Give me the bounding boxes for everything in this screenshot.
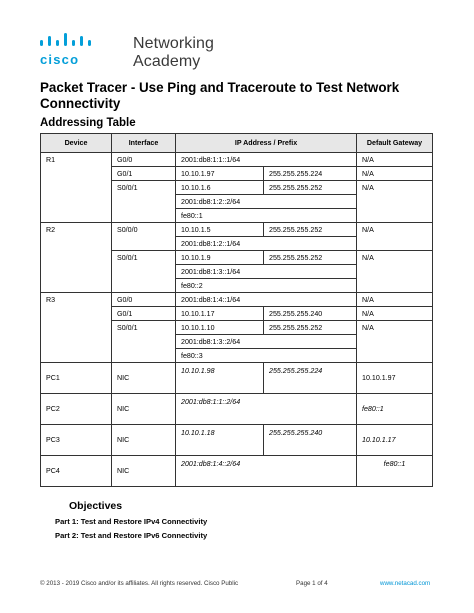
document-title: Packet Tracer - Use Ping and Traceroute to Test Network Connectivity xyxy=(40,80,400,111)
objectives-heading: Objectives xyxy=(69,500,123,512)
gateway-cell: 10.10.1.17 xyxy=(357,425,433,456)
ipv6-cell: 2001:db8:1:3::1/64 xyxy=(176,265,357,279)
table-row xyxy=(41,363,433,394)
device-cell: PC2 xyxy=(41,394,112,425)
objective-part-1: Part 1: Test and Restore IPv4 Connectivity xyxy=(55,517,208,526)
interface-cell: NIC xyxy=(112,425,176,456)
footer-copyright: © 2013 - 2019 Cisco and/or its affiliates. All rights reserved. Cisco Public xyxy=(40,580,239,587)
gateway-cell: N/A xyxy=(357,293,433,307)
ip-cell: 2001:db8:1:4::2/64 xyxy=(176,456,357,487)
table-row xyxy=(41,153,433,167)
cisco-bridge-logo-icon xyxy=(40,33,130,67)
ip-cell: 10.10.1.10 xyxy=(176,321,264,335)
ip-cell: 10.10.1.5 xyxy=(176,223,264,237)
device-cell: PC1 xyxy=(41,363,112,394)
ip-cell: 2001:db8:1:4::1/64 xyxy=(176,293,357,307)
header-device: Device xyxy=(41,134,112,153)
gateway-cell: N/A xyxy=(357,153,433,167)
ip-cell: 10.10.1.6 xyxy=(176,181,264,195)
cisco-wordmark: cisco xyxy=(40,52,80,67)
interface-cell: S0/0/0 xyxy=(112,223,176,251)
interface-cell: S0/0/1 xyxy=(112,321,176,363)
mask-cell: 255.255.255.252 xyxy=(264,251,357,265)
interface-cell: NIC xyxy=(112,363,176,394)
table-row xyxy=(41,425,433,456)
mask-cell: 255.255.255.252 xyxy=(264,181,357,195)
header-default-gateway: Default Gateway xyxy=(357,134,433,153)
brand-networking: Networking xyxy=(133,35,215,52)
gateway-cell: fe80::1 xyxy=(357,394,433,425)
table-header-row xyxy=(41,134,433,153)
mask-cell: 255.255.255.252 xyxy=(264,321,357,335)
interface-cell: G0/1 xyxy=(112,167,176,181)
gateway-cell: N/A xyxy=(357,167,433,181)
table-row xyxy=(41,456,433,487)
ip-cell: 10.10.1.9 xyxy=(176,251,264,265)
ipv6-cell: 2001:db8:1:2::2/64 xyxy=(176,195,357,209)
gateway-cell: fe80::1 xyxy=(357,456,433,487)
interface-cell: G0/1 xyxy=(112,307,176,321)
gateway-cell: N/A xyxy=(357,307,433,321)
cisco-networking-academy-logo xyxy=(40,33,215,73)
mask-cell: 255.255.255.224 xyxy=(264,363,357,394)
device-cell: R2 xyxy=(41,223,112,293)
mask-cell: 255.255.255.240 xyxy=(264,425,357,456)
link-local-cell: fe80::2 xyxy=(176,279,357,293)
interface-cell: NIC xyxy=(112,394,176,425)
header-ip-address: IP Address / Prefix xyxy=(176,134,357,153)
gateway-cell: 10.10.1.97 xyxy=(357,363,433,394)
ipv6-cell: 2001:db8:1:2::1/64 xyxy=(176,237,357,251)
table-row xyxy=(41,394,433,425)
gateway-cell: N/A xyxy=(357,321,433,363)
brand-academy: Academy xyxy=(133,53,201,70)
device-cell: PC4 xyxy=(41,456,112,487)
device-cell: R3 xyxy=(41,293,112,363)
ip-cell: 10.10.1.17 xyxy=(176,307,264,321)
interface-cell: NIC xyxy=(112,456,176,487)
ip-cell: 10.10.1.18 xyxy=(176,425,264,456)
link-local-cell: fe80::1 xyxy=(176,209,357,223)
mask-cell: 255.255.255.240 xyxy=(264,307,357,321)
gateway-cell: N/A xyxy=(357,181,433,223)
ip-cell: 2001:db8:1:1::1/64 xyxy=(176,153,357,167)
footer-url-link[interactable]: www.netacad.com xyxy=(380,580,431,587)
footer-page-number: Page 1 of 4 xyxy=(296,580,328,587)
interface-cell: S0/0/1 xyxy=(112,251,176,293)
ipv6-cell: 2001:db8:1:3::2/64 xyxy=(176,335,357,349)
ip-cell: 10.10.1.98 xyxy=(176,363,264,394)
objective-part-2: Part 2: Test and Restore IPv6 Connectivity xyxy=(55,531,208,540)
ip-cell: 10.10.1.97 xyxy=(176,167,264,181)
ip-cell: 2001:db8:1:1::2/64 xyxy=(176,394,357,425)
gateway-cell: N/A xyxy=(357,251,433,293)
interface-cell: G0/0 xyxy=(112,153,176,167)
header-interface: Interface xyxy=(112,134,176,153)
device-cell: PC3 xyxy=(41,425,112,456)
interface-cell: G0/0 xyxy=(112,293,176,307)
gateway-cell: N/A xyxy=(357,223,433,251)
mask-cell: 255.255.255.224 xyxy=(264,167,357,181)
table-row xyxy=(41,223,433,237)
addressing-table-heading: Addressing Table xyxy=(40,117,136,129)
device-cell: R1 xyxy=(41,153,112,223)
mask-cell: 255.255.255.252 xyxy=(264,223,357,237)
interface-cell: S0/0/1 xyxy=(112,181,176,223)
table-row xyxy=(41,293,433,307)
link-local-cell: fe80::3 xyxy=(176,349,357,363)
addressing-table xyxy=(40,133,433,487)
